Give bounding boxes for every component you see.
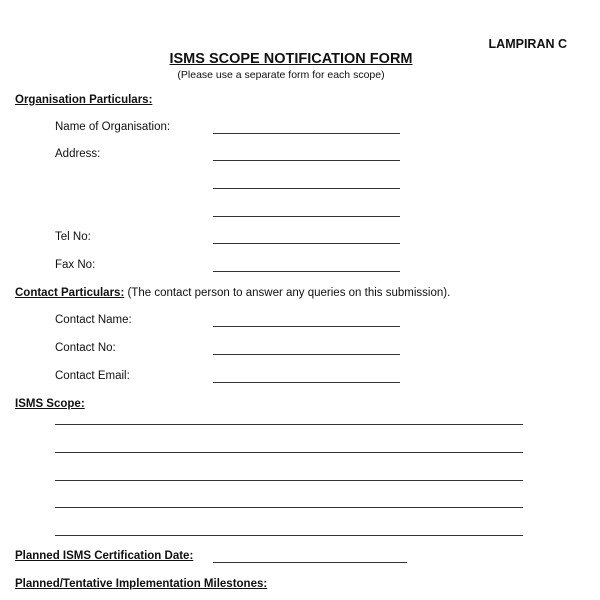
address-field-1[interactable]: [213, 160, 400, 161]
milestones-heading: [15, 578, 267, 590]
form-title: ISMS SCOPE NOTIFICATION FORM: [169, 51, 413, 67]
tel-label: Tel No:: [55, 231, 91, 243]
scope-field-4[interactable]: [55, 507, 523, 508]
form-subtitle: (Please use a separate form for each scope): [177, 69, 385, 81]
contact-name-label: Contact Name:: [55, 314, 132, 326]
organisation-heading-text: Organisation Particulars:: [15, 94, 153, 106]
scope-field-3[interactable]: [55, 480, 523, 481]
scope-field-2[interactable]: [55, 452, 523, 453]
scope-heading-text: ISMS Scope:: [15, 398, 85, 410]
address-label: Address:: [55, 148, 101, 160]
scope-heading: [15, 398, 85, 410]
certification-heading: [15, 550, 193, 562]
annex-label: LAMPIRAN C: [488, 37, 567, 51]
scope-field-5[interactable]: [55, 535, 523, 536]
certification-heading-text: Planned ISMS Certification Date:: [15, 550, 194, 562]
address-field-3[interactable]: [213, 216, 400, 217]
fax-field[interactable]: [213, 271, 400, 272]
tel-field[interactable]: [213, 243, 400, 244]
contact-no-label: Contact No:: [55, 342, 116, 354]
milestones-heading-text: Planned/Tentative Implementation Milestones:: [15, 578, 268, 590]
org-name-label: Name of Organisation:: [55, 121, 171, 133]
contact-heading: [15, 287, 450, 299]
contact-heading-text: Contact Particulars:: [15, 287, 125, 299]
contact-email-field[interactable]: [213, 382, 400, 383]
fax-label: Fax No:: [55, 259, 96, 271]
scope-field-1[interactable]: [55, 424, 523, 425]
organisation-heading: [15, 94, 152, 106]
certification-date-field[interactable]: [213, 562, 407, 563]
address-field-2[interactable]: [213, 188, 400, 189]
contact-name-field[interactable]: [213, 326, 400, 327]
org-name-field[interactable]: [213, 133, 400, 134]
contact-note: (The contact person to answer any queries on this submission).: [124, 287, 451, 299]
contact-no-field[interactable]: [213, 354, 400, 355]
contact-email-label: Contact Email:: [55, 370, 130, 382]
